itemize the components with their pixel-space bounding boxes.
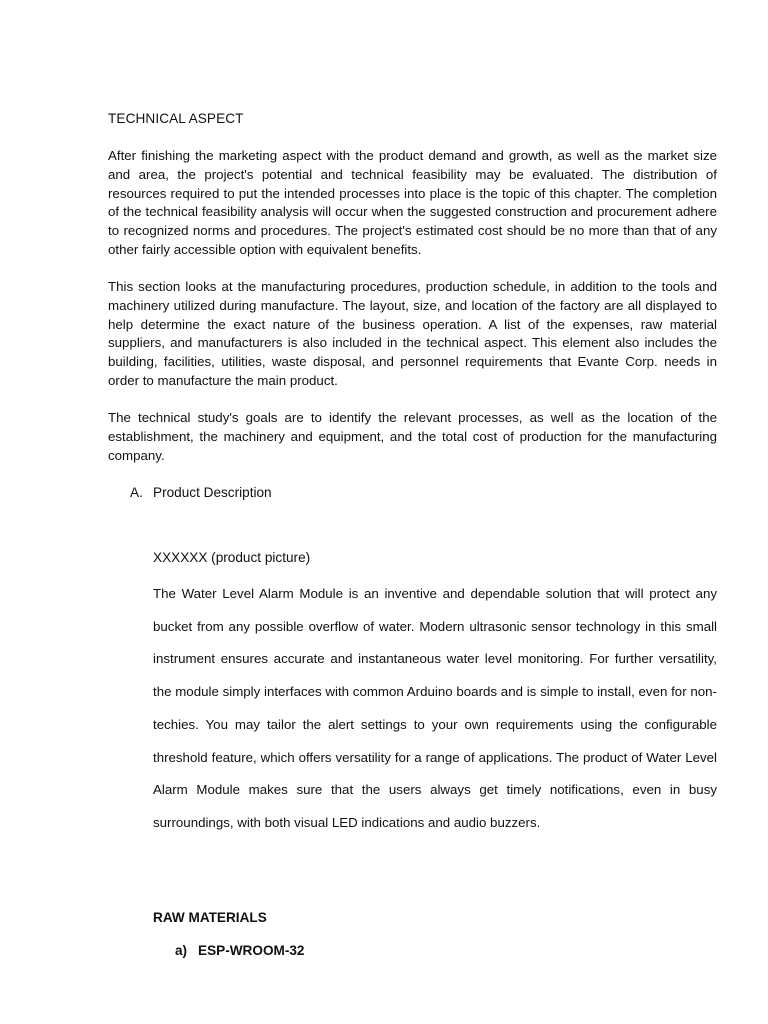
paragraph-marketing-aspect: After finishing the marketing aspect with the product demand and growth, as well as the market size and area, the project's potential and technical feasibility may be evaluated. The distribution of resources required to put the intended processes into place is the topic of this chapter. The completion of the technical feasibility analysis will occur when the suggested construction and procurement adhere to recognized norms and procedures. The project's estimated cost should be no more than that of any other fairly accessible option with equivalent benefits.: [108, 148, 717, 257]
section-heading: TECHNICAL ASPECT: [108, 111, 244, 126]
list-item-title: Product Description: [153, 485, 272, 500]
product-description-text: The Water Level Alarm Module is an inventive and dependable solution that will protect any bucket from any possible overflow of water. Modern ultrasonic sensor technology in this small instrument ensures accurate and instantaneous water level monitoring. For further versatility, the module simply interfaces with common Arduino boards and is simple to install, even for non-techies. You may tailor the alert settings to your own requirements using the configurable threshold feature, which offers versatility for a range of applications. The product of Water Level Alarm Module makes sure that the users always get timely notifications, even in busy surroundings, with both visual LED indications and audio buzzers.: [153, 586, 717, 830]
raw-material-item: [175, 942, 305, 959]
list-item-product-description: [130, 484, 272, 501]
raw-materials-heading: RAW MATERIALS: [153, 910, 267, 925]
product-picture-placeholder: XXXXXX (product picture): [153, 550, 311, 565]
list-marker: A.: [130, 485, 143, 500]
paragraph-technical-study-goals: The technical study's goals are to identify the relevant processes, as well as the location of the establishment, the machinery and equipment, and the total cost of production for the manufacturing company.: [108, 410, 717, 463]
raw-material-marker: a): [175, 943, 188, 958]
paragraph-manufacturing-procedures: This section looks at the manufacturing procedures, production schedule, in addition to the tools and machinery utilized during manufacture. The layout, size, and location of the factory are all displayed to help determine the exact nature of the business operation. A list of the expenses, raw material suppliers, and manufacturers is also included in the technical aspect. This element also includes the building, facilities, utilities, waste disposal, and personnel requirements that Evante Corp. needs in order to manufacture the main product.: [108, 279, 717, 388]
raw-material-label: ESP-WROOM-32: [198, 943, 305, 958]
